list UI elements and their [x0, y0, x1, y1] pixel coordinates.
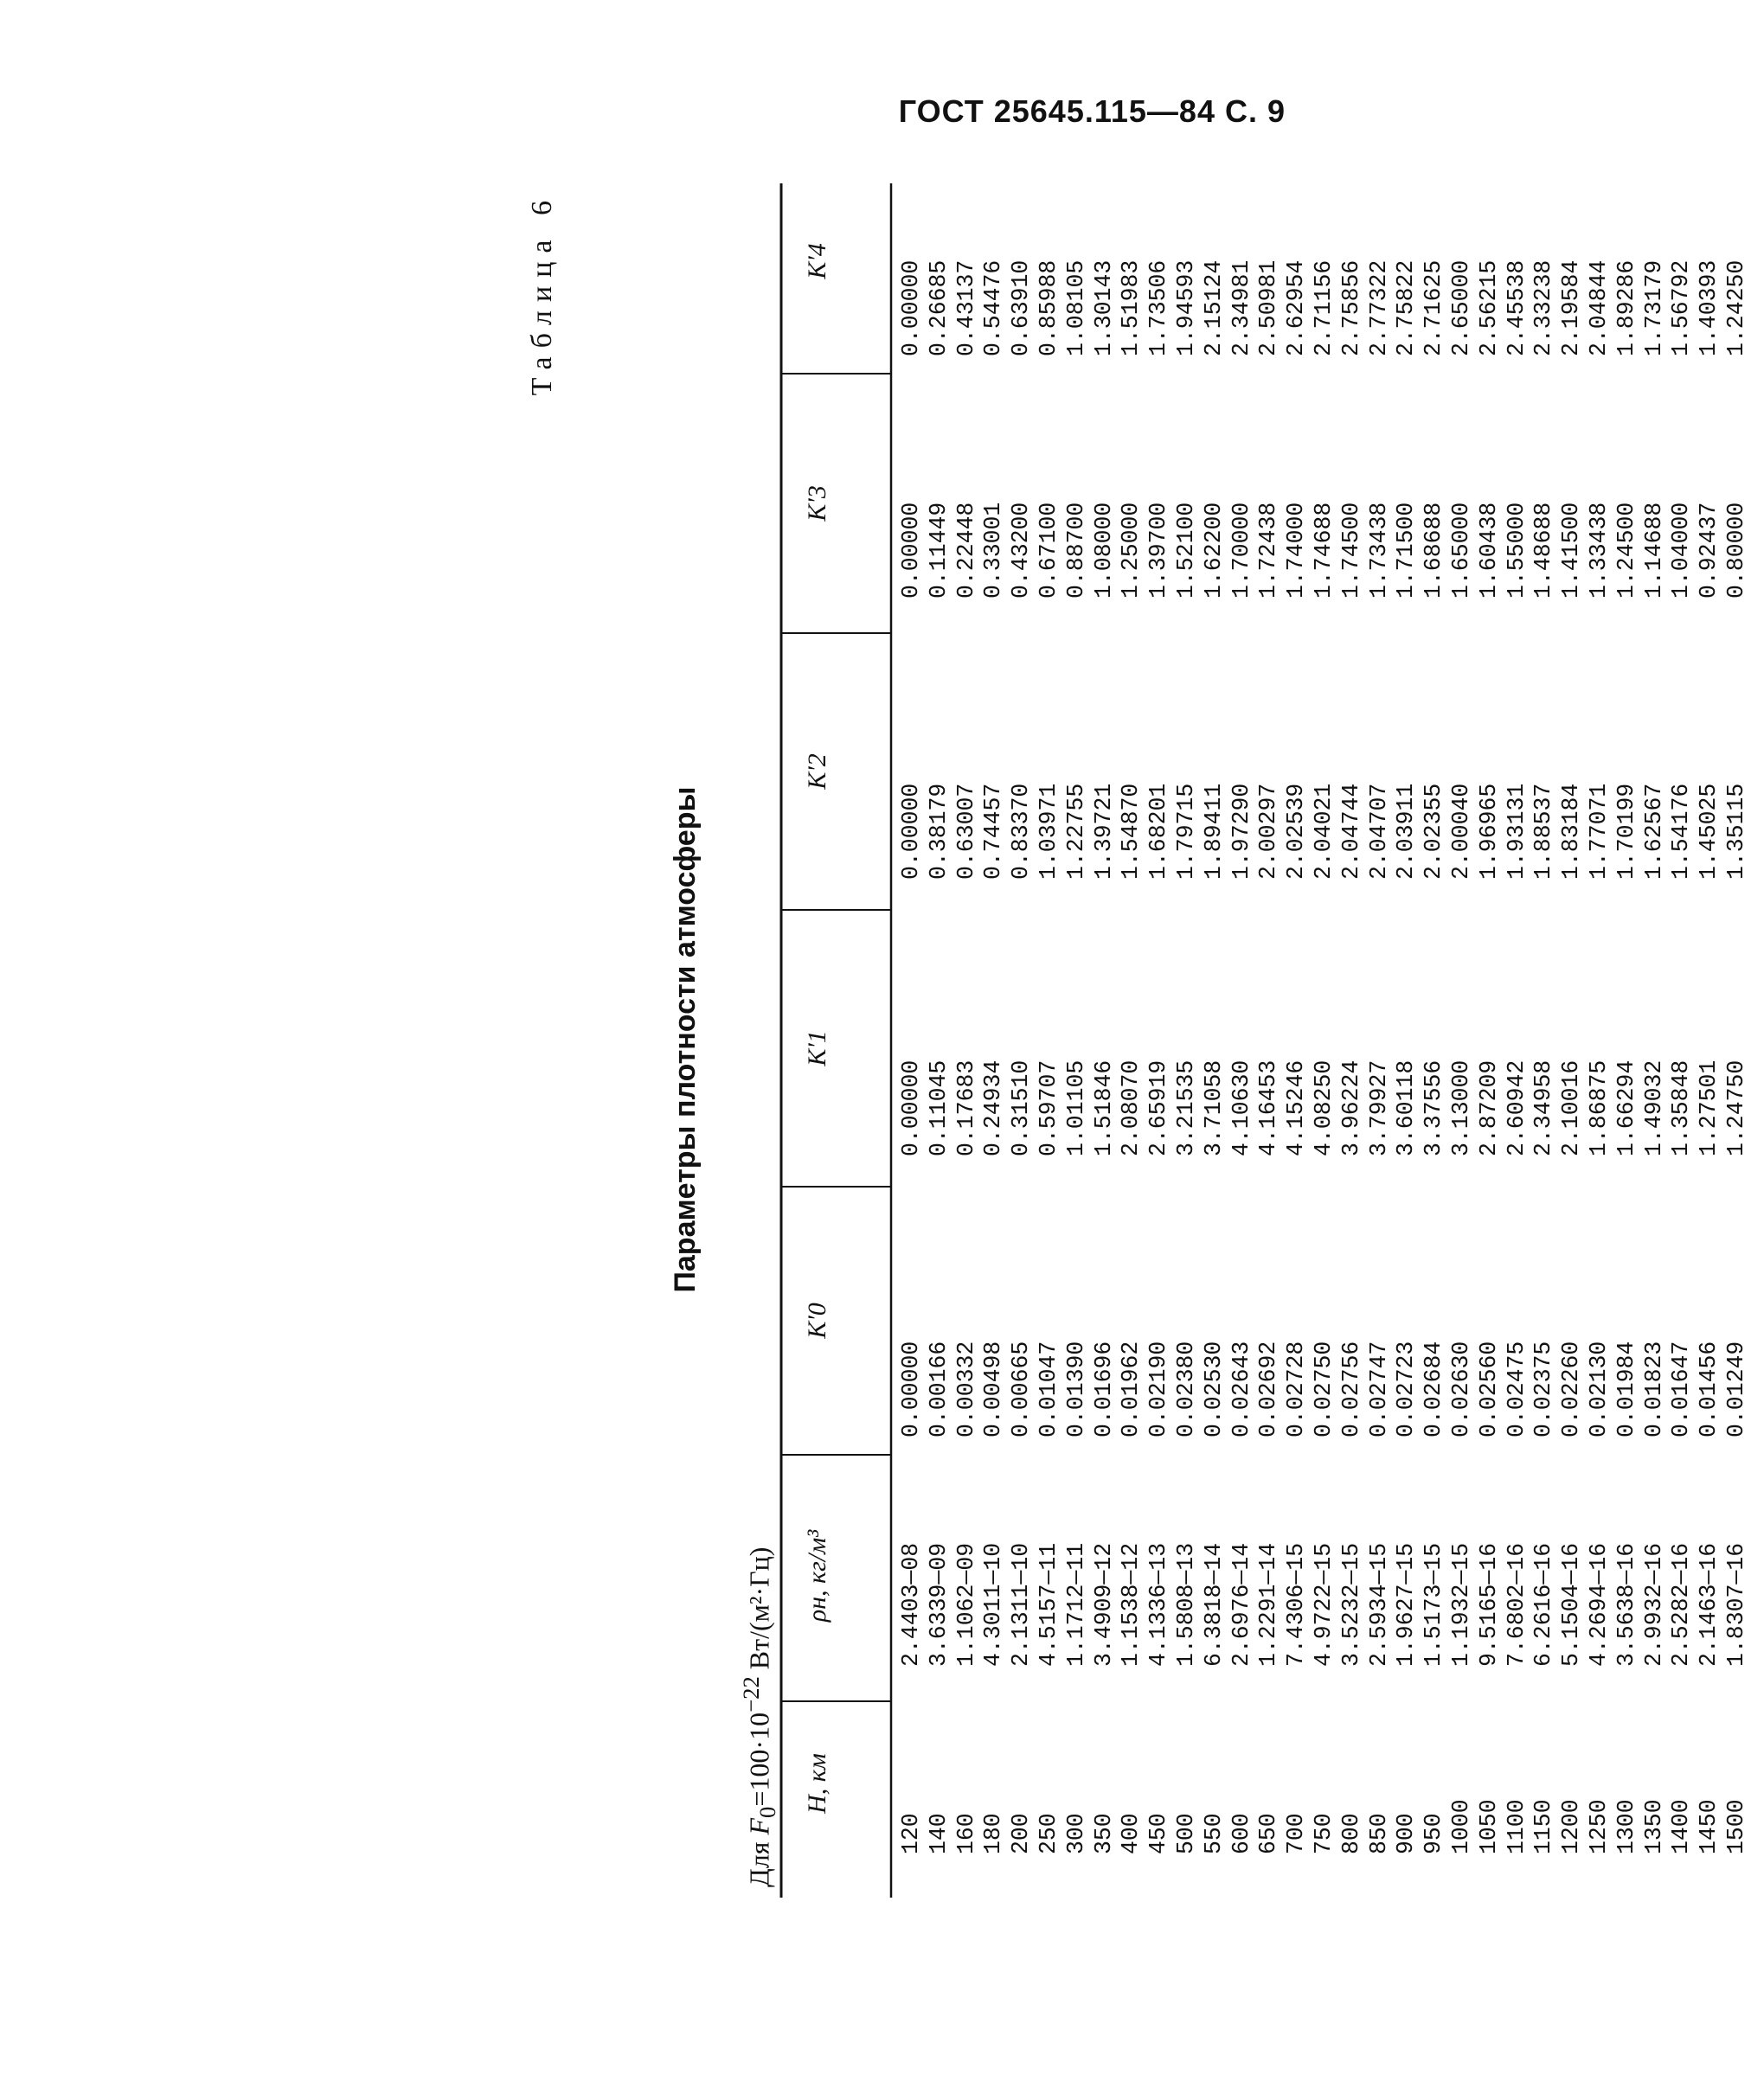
cell-k0: 0.01647	[1668, 1341, 1695, 1437]
cell-k1: 2.60942	[1503, 1060, 1530, 1156]
col-header-rho: ρн, кг/м³	[803, 1529, 831, 1623]
cell-k2: 1.45025	[1696, 783, 1722, 880]
cell-k4: 0.63910	[1008, 259, 1035, 356]
cell-k4: 2.33238	[1530, 259, 1557, 356]
cell-h: 1300	[1613, 1799, 1639, 1854]
cell-h: 900	[1393, 1813, 1420, 1854]
cell-k0: 0.02190	[1145, 1341, 1172, 1437]
cell-h: 1050	[1475, 1799, 1502, 1854]
cell-k0: 0.00332	[952, 1341, 979, 1437]
cell-rho: 3.4909—12	[1090, 1542, 1117, 1667]
cell-h: 1450	[1696, 1799, 1722, 1854]
cell-k2: 0.63007	[952, 783, 979, 880]
cell-k4: 2.50981	[1255, 259, 1282, 356]
cell-k0: 0.01984	[1613, 1341, 1639, 1437]
cell-k3: 1.41500	[1558, 502, 1585, 599]
cell-k2: 1.70199	[1613, 783, 1639, 880]
cell-k0: 0.02643	[1228, 1341, 1254, 1437]
cell-k0: 0.02723	[1393, 1341, 1420, 1437]
cell-k3: 0.92437	[1696, 502, 1722, 599]
cell-k4: 2.34981	[1228, 259, 1254, 356]
cell-k0: 0.02530	[1200, 1341, 1227, 1437]
cell-k0: 0.02684	[1421, 1341, 1447, 1437]
cell-k4: 2.15124	[1200, 259, 1227, 356]
col-header-k0: K′0	[803, 1303, 831, 1339]
cell-k1: 1.01105	[1062, 1060, 1089, 1156]
cell-k3: 1.68688	[1421, 502, 1447, 599]
cell-k3: 0.80000	[1722, 502, 1749, 599]
cell-rho: 2.4403—08	[898, 1542, 924, 1667]
column-k2	[898, 707, 1751, 880]
cell-k3: 1.08000	[1090, 502, 1117, 599]
cell-h: 550	[1200, 1813, 1227, 1854]
cell-k0: 0.02380	[1172, 1341, 1199, 1437]
cell-k3: 0.88700	[1062, 502, 1089, 599]
page-header: ГОСТ 25645.115—84 С. 9	[898, 93, 1286, 129]
cell-h: 120	[898, 1813, 924, 1854]
cell-k2: 2.03911	[1393, 783, 1420, 880]
cell-rho: 6.3818—14	[1200, 1542, 1227, 1667]
col-header-h: H, км	[803, 1753, 831, 1814]
cell-k4: 2.77322	[1365, 259, 1392, 356]
cell-k0: 0.01696	[1090, 1341, 1117, 1437]
cell-k2: 1.77071	[1585, 783, 1612, 880]
cell-k0: 0.00498	[980, 1341, 1007, 1437]
cell-k0: 0.02692	[1255, 1341, 1282, 1437]
cell-rho: 4.3011—10	[980, 1542, 1007, 1667]
cell-k1: 0.31510	[1008, 1060, 1035, 1156]
cell-rho: 1.1538—12	[1118, 1542, 1145, 1667]
cell-k0: 0.01962	[1118, 1341, 1145, 1437]
cell-k1: 1.86875	[1585, 1060, 1612, 1156]
cell-k0: 0.01390	[1062, 1341, 1089, 1437]
cell-k1: 2.87209	[1475, 1060, 1502, 1156]
cell-h: 250	[1035, 1813, 1062, 1854]
cell-rho: 7.4306—15	[1283, 1542, 1310, 1667]
cell-k3: 0.00000	[898, 502, 924, 599]
cell-k2: 0.83370	[1008, 783, 1035, 880]
cell-k1: 3.60118	[1393, 1060, 1420, 1156]
cell-k2: 2.04744	[1337, 783, 1364, 880]
column-k3	[898, 426, 1751, 599]
cell-k0: 0.02756	[1337, 1341, 1364, 1437]
cell-h: 600	[1228, 1813, 1254, 1854]
cell-k3: 1.25000	[1118, 502, 1145, 599]
table-title: Параметры плотности атмосферы	[669, 786, 702, 1293]
cell-h: 1200	[1558, 1799, 1585, 1854]
cell-k0: 0.01047	[1035, 1341, 1062, 1437]
cell-k2: 2.02539	[1283, 783, 1310, 880]
cell-k2: 1.68201	[1145, 783, 1172, 880]
cell-k3: 0.43200	[1008, 502, 1035, 599]
cell-k3: 1.52100	[1172, 502, 1199, 599]
cell-k4: 1.94593	[1172, 259, 1199, 356]
cell-k2: 1.83184	[1558, 783, 1585, 880]
cell-h: 1000	[1447, 1799, 1474, 1854]
condition-prefix: Для	[743, 1834, 775, 1887]
cell-k4: 2.04844	[1585, 259, 1612, 356]
cell-k4: 1.56792	[1668, 259, 1695, 356]
cell-k4: 2.45538	[1503, 259, 1530, 356]
cell-rho: 6.2616—16	[1530, 1542, 1557, 1667]
cell-k1: 2.08070	[1118, 1060, 1145, 1156]
cell-h: 1500	[1722, 1799, 1749, 1854]
cell-k0: 0.02475	[1503, 1341, 1530, 1437]
cell-k4: 1.30143	[1090, 259, 1117, 356]
cell-k4: 1.40393	[1696, 259, 1722, 356]
cell-k0: 0.00166	[925, 1341, 952, 1437]
cell-k3: 0.11449	[925, 502, 952, 599]
cell-k0: 0.01823	[1640, 1341, 1667, 1437]
cell-k1: 4.15246	[1283, 1060, 1310, 1156]
cell-k0: 0.02130	[1585, 1341, 1612, 1437]
cell-k0: 0.02630	[1447, 1341, 1474, 1437]
cell-rho: 1.5808—13	[1172, 1542, 1199, 1667]
cell-k1: 3.13000	[1447, 1060, 1474, 1156]
cell-rho: 4.2694—16	[1585, 1542, 1612, 1667]
table-number: 6	[526, 192, 558, 215]
cell-k0: 0.02747	[1365, 1341, 1392, 1437]
cell-k3: 1.24500	[1613, 502, 1639, 599]
cell-k2: 1.89411	[1200, 783, 1227, 880]
column-rho	[898, 1476, 1751, 1667]
cell-k2: 1.22755	[1062, 783, 1089, 880]
column-h	[898, 1751, 1751, 1854]
cell-h: 750	[1310, 1813, 1337, 1854]
cell-k1: 1.24750	[1722, 1060, 1749, 1156]
cell-k2: 0.38179	[925, 783, 952, 880]
cell-k4: 1.51983	[1118, 259, 1145, 356]
cell-k3: 1.74500	[1337, 502, 1364, 599]
cell-k4: 1.24250	[1722, 259, 1749, 356]
cell-k2: 1.79715	[1172, 783, 1199, 880]
column-k0	[898, 1264, 1751, 1437]
cell-k4: 1.89286	[1613, 259, 1639, 356]
cell-k3: 1.60438	[1475, 502, 1502, 599]
cell-k1: 0.11045	[925, 1060, 952, 1156]
cell-rho: 1.1712—11	[1062, 1542, 1089, 1667]
col-header-k2: K′2	[803, 753, 831, 790]
condition-sub: 0	[754, 1806, 781, 1818]
cell-rho: 1.2291—14	[1255, 1542, 1282, 1667]
cell-rho: 4.1336—13	[1145, 1542, 1172, 1667]
cell-k4: 2.56215	[1475, 259, 1502, 356]
col-header-k3: K′3	[803, 485, 831, 522]
cell-k0: 0.02750	[1310, 1341, 1337, 1437]
cell-rho: 2.9932—16	[1640, 1542, 1667, 1667]
cell-rho: 2.5934—15	[1365, 1542, 1392, 1667]
cell-h: 400	[1118, 1813, 1145, 1854]
cell-k4: 2.71156	[1310, 259, 1337, 356]
cell-k1: 0.17683	[952, 1060, 979, 1156]
cell-k0: 0.01249	[1722, 1341, 1749, 1437]
cell-k4: 2.62954	[1283, 259, 1310, 356]
cell-k4: 0.26685	[925, 259, 952, 356]
cell-k1: 4.08250	[1310, 1060, 1337, 1156]
cell-k3: 1.73438	[1365, 502, 1392, 599]
cell-k4: 1.73179	[1640, 259, 1667, 356]
cell-k1: 1.27501	[1696, 1060, 1722, 1156]
cell-h: 1100	[1503, 1799, 1530, 1854]
col-header-k1: K′1	[803, 1030, 831, 1066]
cell-k1: 1.35848	[1668, 1060, 1695, 1156]
cell-k0: 0.00665	[1008, 1341, 1035, 1437]
cell-k2: 0.74457	[980, 783, 1007, 880]
cell-rho: 1.5173—15	[1421, 1542, 1447, 1667]
cell-k1: 3.96224	[1337, 1060, 1364, 1156]
cell-k0: 0.01456	[1696, 1341, 1722, 1437]
cell-rho: 2.5282—16	[1668, 1542, 1695, 1667]
cell-rho: 1.9627—15	[1393, 1542, 1420, 1667]
cell-k3: 0.22448	[952, 502, 979, 599]
cell-k1: 0.59707	[1035, 1060, 1062, 1156]
cell-k4: 2.65000	[1447, 259, 1474, 356]
cell-k1: 3.71058	[1200, 1060, 1227, 1156]
cell-h: 450	[1145, 1813, 1172, 1854]
cell-k4: 0.85988	[1035, 259, 1062, 356]
cell-k2: 1.03971	[1035, 783, 1062, 880]
cell-k0: 0.00000	[898, 1341, 924, 1437]
cell-rho: 2.1463—16	[1696, 1542, 1722, 1667]
cell-k4: 2.19584	[1558, 259, 1585, 356]
col-header-k4: K′4	[803, 243, 831, 279]
cell-h: 1400	[1668, 1799, 1695, 1854]
cell-k2: 1.54870	[1118, 783, 1145, 880]
cell-k2: 1.96965	[1475, 783, 1502, 880]
cell-k0: 0.02728	[1283, 1341, 1310, 1437]
cell-h: 160	[952, 1813, 979, 1854]
cell-k3: 1.55000	[1503, 502, 1530, 599]
cell-k1: 2.34958	[1530, 1060, 1557, 1156]
cell-k2: 2.00040	[1447, 783, 1474, 880]
cell-h: 350	[1090, 1813, 1117, 1854]
cell-k3: 1.65000	[1447, 502, 1474, 599]
cell-k3: 1.74000	[1283, 502, 1310, 599]
cell-k1: 3.21535	[1172, 1060, 1199, 1156]
cell-k4: 2.75822	[1393, 259, 1420, 356]
cell-k3: 1.14688	[1640, 502, 1667, 599]
cell-rho: 1.1932—15	[1447, 1542, 1474, 1667]
cell-rho: 1.1062—09	[952, 1542, 979, 1667]
cell-k4: 0.54476	[980, 259, 1007, 356]
cell-k1: 1.51846	[1090, 1060, 1117, 1156]
cell-h: 800	[1337, 1813, 1364, 1854]
cell-k3: 1.74688	[1310, 502, 1337, 599]
cell-k0: 0.02560	[1475, 1341, 1502, 1437]
cell-k1: 3.37556	[1421, 1060, 1447, 1156]
cell-rho: 1.8307—16	[1722, 1542, 1749, 1667]
cell-k2: 1.35115	[1722, 783, 1749, 880]
cell-k2: 1.62567	[1640, 783, 1667, 880]
cell-rho: 4.9722—15	[1310, 1542, 1337, 1667]
cell-k1: 3.79927	[1365, 1060, 1392, 1156]
cell-rho: 5.1504—16	[1558, 1542, 1585, 1667]
cell-k1: 2.10016	[1558, 1060, 1585, 1156]
cell-k4: 1.73506	[1145, 259, 1172, 356]
cell-k3: 0.33001	[980, 502, 1007, 599]
cell-h: 180	[980, 1813, 1007, 1854]
cell-k1: 1.66294	[1613, 1060, 1639, 1156]
cell-rho: 2.1311—10	[1008, 1542, 1035, 1667]
cell-h: 1150	[1530, 1799, 1557, 1854]
cell-h: 500	[1172, 1813, 1199, 1854]
cell-h: 140	[925, 1813, 952, 1854]
cell-k3: 1.33438	[1585, 502, 1612, 599]
cell-k0: 0.02260	[1558, 1341, 1585, 1437]
cell-h: 1350	[1640, 1799, 1667, 1854]
cell-k2: 2.02355	[1421, 783, 1447, 880]
cell-k3: 1.72438	[1255, 502, 1282, 599]
cell-rho: 3.5232—15	[1337, 1542, 1364, 1667]
cell-k3: 1.62200	[1200, 502, 1227, 599]
cell-k3: 0.67100	[1035, 502, 1062, 599]
column-k4	[898, 183, 1751, 356]
cell-k4: 1.08105	[1062, 259, 1089, 356]
cell-k1: 0.00000	[898, 1060, 924, 1156]
cell-rho: 2.6976—14	[1228, 1542, 1254, 1667]
cell-k1: 2.65919	[1145, 1060, 1172, 1156]
cell-k2: 2.04707	[1365, 783, 1392, 880]
cell-rho: 9.5165—16	[1475, 1542, 1502, 1667]
table-label-word: Таблица	[526, 231, 558, 396]
cell-k4: 2.75856	[1337, 259, 1364, 356]
cell-h: 200	[1008, 1813, 1035, 1854]
cell-rho: 4.5157—11	[1035, 1542, 1062, 1667]
cell-k3: 1.70000	[1228, 502, 1254, 599]
cell-rho: 3.5638—16	[1613, 1542, 1639, 1667]
cell-rho: 7.6802—16	[1503, 1542, 1530, 1667]
cell-k2: 2.00297	[1255, 783, 1282, 880]
cell-k4: 0.00000	[898, 259, 924, 356]
cell-k1: 0.24934	[980, 1060, 1007, 1156]
cell-rho: 3.6339—09	[925, 1542, 952, 1667]
cell-h: 300	[1062, 1813, 1089, 1854]
cell-k2: 1.97290	[1228, 783, 1254, 880]
cell-k2: 1.39721	[1090, 783, 1117, 880]
cell-k2: 1.93131	[1503, 783, 1530, 880]
cell-k4: 0.43137	[952, 259, 979, 356]
condition-var: F	[743, 1817, 775, 1835]
rotated-table-block	[500, 175, 1749, 1905]
column-k1	[898, 983, 1751, 1156]
cell-k3: 1.48688	[1530, 502, 1557, 599]
cell-k3: 1.71500	[1393, 502, 1420, 599]
condition-unit: Вт/(м²·Гц)	[743, 1546, 775, 1677]
condition-rest: =100·10	[743, 1712, 775, 1807]
cell-k2: 1.88537	[1530, 783, 1557, 880]
cell-k1: 1.49032	[1640, 1060, 1667, 1156]
cell-k3: 1.04000	[1668, 502, 1695, 599]
cell-k3: 1.39700	[1145, 502, 1172, 599]
cell-h: 700	[1283, 1813, 1310, 1854]
cell-h: 650	[1255, 1813, 1282, 1854]
cell-k2: 2.04021	[1310, 783, 1337, 880]
cell-h: 1250	[1585, 1799, 1612, 1854]
cell-k2: 1.54176	[1668, 783, 1695, 880]
cell-k4: 2.71625	[1421, 259, 1447, 356]
condition-exp: −22	[738, 1676, 764, 1713]
cell-k0: 0.02375	[1530, 1341, 1557, 1437]
cell-h: 850	[1365, 1813, 1392, 1854]
cell-k1: 4.10630	[1228, 1060, 1254, 1156]
cell-k1: 4.16453	[1255, 1060, 1282, 1156]
cell-k2: 0.00000	[898, 783, 924, 880]
cell-h: 950	[1421, 1813, 1447, 1854]
